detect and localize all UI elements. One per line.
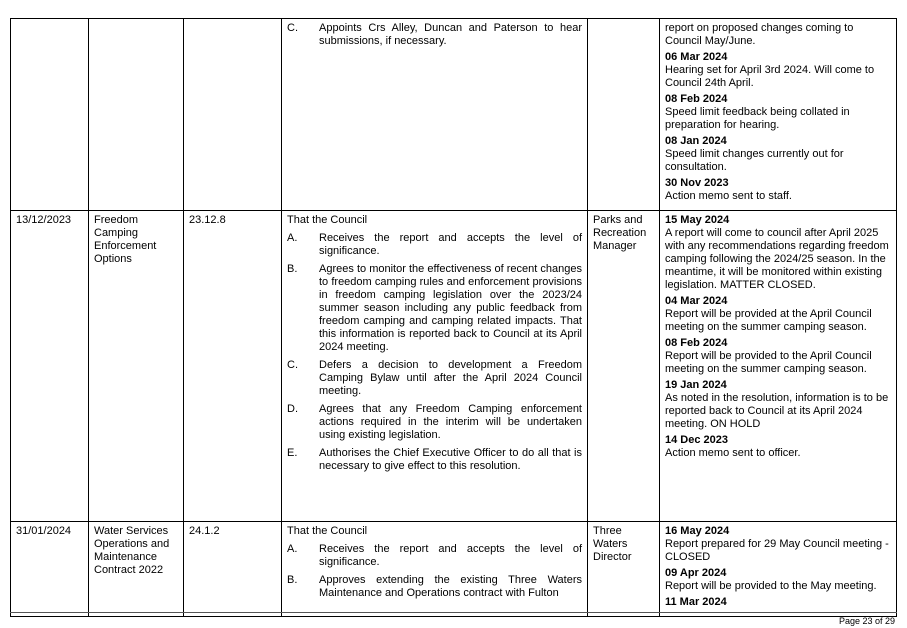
update-text: Action memo sent to staff. — [665, 190, 792, 202]
resolution-item-text: Approves extending the existing Three Waters Maintenance and Operations contract with Fulton — [319, 574, 582, 599]
update-text: Report will be provided at the April Council meeting on the summer camping season. — [665, 308, 872, 333]
progress-update — [665, 295, 891, 334]
resolution-list — [287, 22, 582, 48]
officer-line: Director — [593, 551, 632, 563]
item-title-line: Options — [94, 253, 132, 265]
item-title-line: Operations and — [94, 538, 170, 550]
council-actions-table — [10, 18, 897, 617]
update-text: Action memo sent to officer. — [665, 447, 801, 459]
resolution-item-letter: A. — [287, 232, 298, 244]
meeting-date-cell — [11, 522, 89, 617]
resolution-item-letter: C. — [287, 359, 298, 371]
progress-updates-cell — [660, 19, 897, 211]
resolution-item-text: Receives the report and accepts the level of significance. — [319, 543, 582, 568]
item-title-cell — [89, 211, 184, 522]
resolution-list — [287, 543, 582, 600]
update-text: Report will be provided to the April Council meeting on the summer camping season. — [665, 350, 872, 375]
item-title-line: Water Services — [94, 525, 169, 537]
resolution-item — [287, 232, 582, 258]
officer-line: Parks and — [593, 214, 643, 226]
resolution-ref-cell — [184, 522, 282, 617]
progress-update — [665, 214, 891, 292]
item-title-line: Freedom — [94, 214, 139, 226]
update-date: 09 Apr 2024 — [665, 567, 727, 579]
progress-update — [665, 135, 891, 174]
meeting-date-cell — [11, 19, 89, 211]
update-date: 16 May 2024 — [665, 525, 730, 537]
officer-line: Manager — [593, 240, 637, 252]
table-row — [11, 211, 897, 522]
progress-updates-cell — [660, 211, 897, 522]
progress-update — [665, 525, 891, 564]
progress-update — [665, 22, 891, 48]
officer-line: Recreation — [593, 227, 647, 239]
update-date: 30 Nov 2023 — [665, 177, 729, 189]
resolution-ref: 24.1.2 — [189, 525, 220, 537]
progress-update — [665, 434, 891, 460]
item-title-line: Maintenance — [94, 551, 157, 563]
resolution-cell — [282, 211, 588, 522]
meeting-date: 13/12/2023 — [16, 214, 72, 226]
table-row — [11, 522, 897, 617]
meeting-date-cell — [11, 211, 89, 522]
officer-cell — [588, 19, 660, 211]
update-date: 14 Dec 2023 — [665, 434, 728, 446]
resolution-item-letter: E. — [287, 447, 298, 459]
page-number: Page 23 of 29 — [838, 616, 895, 626]
resolution-item-letter: C. — [287, 22, 298, 34]
resolution-item-letter: D. — [287, 403, 298, 415]
item-title-line: Enforcement — [94, 240, 157, 252]
update-date: 06 Mar 2024 — [665, 51, 728, 63]
item-title-cell — [89, 19, 184, 211]
update-text: Report will be provided to the May meeting. — [665, 580, 877, 592]
update-date: 08 Jan 2024 — [665, 135, 727, 147]
progress-update — [665, 337, 891, 376]
update-date: 08 Feb 2024 — [665, 93, 728, 105]
update-text: Speed limit changes currently out for consultation. — [665, 148, 844, 173]
progress-update — [665, 596, 891, 609]
resolution-item-letter: B. — [287, 574, 298, 586]
update-text: Hearing set for April 3rd 2024. Will come to Council 24th April. — [665, 64, 875, 89]
officer-line: Waters — [593, 538, 628, 550]
resolution-item-text: Authorises the Chief Executive Officer to do all that is necessary to give effect to this resolution. — [319, 447, 582, 472]
update-date: 04 Mar 2024 — [665, 295, 728, 307]
update-text: Speed limit feedback being collated in preparation for hearing. — [665, 106, 850, 131]
resolution-item — [287, 403, 582, 442]
update-date: 11 Mar 2024 — [665, 596, 727, 608]
resolution-item — [287, 574, 582, 600]
officer-line: Three — [593, 525, 622, 537]
resolution-cell — [282, 19, 588, 211]
item-title-line: Camping — [94, 227, 139, 239]
resolution-ref-cell — [184, 19, 282, 211]
resolution-item-text: Appoints Crs Alley, Duncan and Paterson to hear submissions, if necessary. — [319, 22, 582, 47]
progress-update — [665, 177, 891, 203]
update-text: Report prepared for 29 May Council meeting - CLOSED — [665, 538, 889, 563]
resolution-item-text: Defers a decision to development a Freedom Camping Bylaw until after the April 2024 Council meeting. — [319, 359, 582, 397]
item-title-line: Contract 2022 — [94, 564, 164, 576]
resolution-intro: That the Council — [287, 214, 368, 226]
resolution-ref-cell — [184, 211, 282, 522]
resolution-item — [287, 359, 582, 398]
progress-update — [665, 51, 891, 90]
resolution-item — [287, 22, 582, 48]
resolution-item-letter: B. — [287, 263, 298, 275]
resolution-item-text: Receives the report and accepts the level of significance. — [319, 232, 582, 257]
resolution-item-letter: A. — [287, 543, 298, 555]
resolution-item — [287, 543, 582, 569]
resolution-ref: 23.12.8 — [189, 214, 226, 226]
update-date: 08 Feb 2024 — [665, 337, 728, 349]
resolution-cell — [282, 522, 588, 617]
progress-update — [665, 567, 891, 593]
resolution-item-text: Agrees that any Freedom Camping enforcement actions required in the interim will be undertaken using existing legislation. — [319, 403, 582, 441]
officer-cell — [588, 522, 660, 617]
resolution-intro: That the Council — [287, 525, 368, 537]
meeting-date: 31/01/2024 — [16, 525, 72, 537]
resolution-item-text: Agrees to monitor the effectiveness of recent changes to freedom camping rules and enforcement provisions in freedom camping legislation over the 2023/24 summer season including any public feedback from freedom camping and camping related impacts. That this information is reported back to Council at its April 2024 meeting. — [319, 263, 582, 353]
table-row — [11, 19, 897, 211]
progress-update — [665, 93, 891, 132]
update-date: 19 Jan 2024 — [665, 379, 727, 391]
update-text: report on proposed changes coming to Council May/June. — [665, 22, 854, 47]
progress-updates-cell — [660, 522, 897, 617]
update-text: A report will come to council after April 2025 with any recommendations regarding freedom camping following the 2024/25 season. In the meantime, it will be monitored within existing legislation. MATTER CLOSED. — [665, 227, 889, 291]
item-title-cell — [89, 522, 184, 617]
update-text: As noted in the resolution, information is to be reported back to Council at its April 2024 meeting. ON HOLD — [665, 392, 889, 430]
resolution-item — [287, 447, 582, 473]
footer-divider — [10, 612, 897, 613]
resolution-item — [287, 263, 582, 354]
officer-cell — [588, 211, 660, 522]
update-date: 15 May 2024 — [665, 214, 730, 226]
progress-update — [665, 379, 891, 431]
resolution-list — [287, 232, 582, 473]
